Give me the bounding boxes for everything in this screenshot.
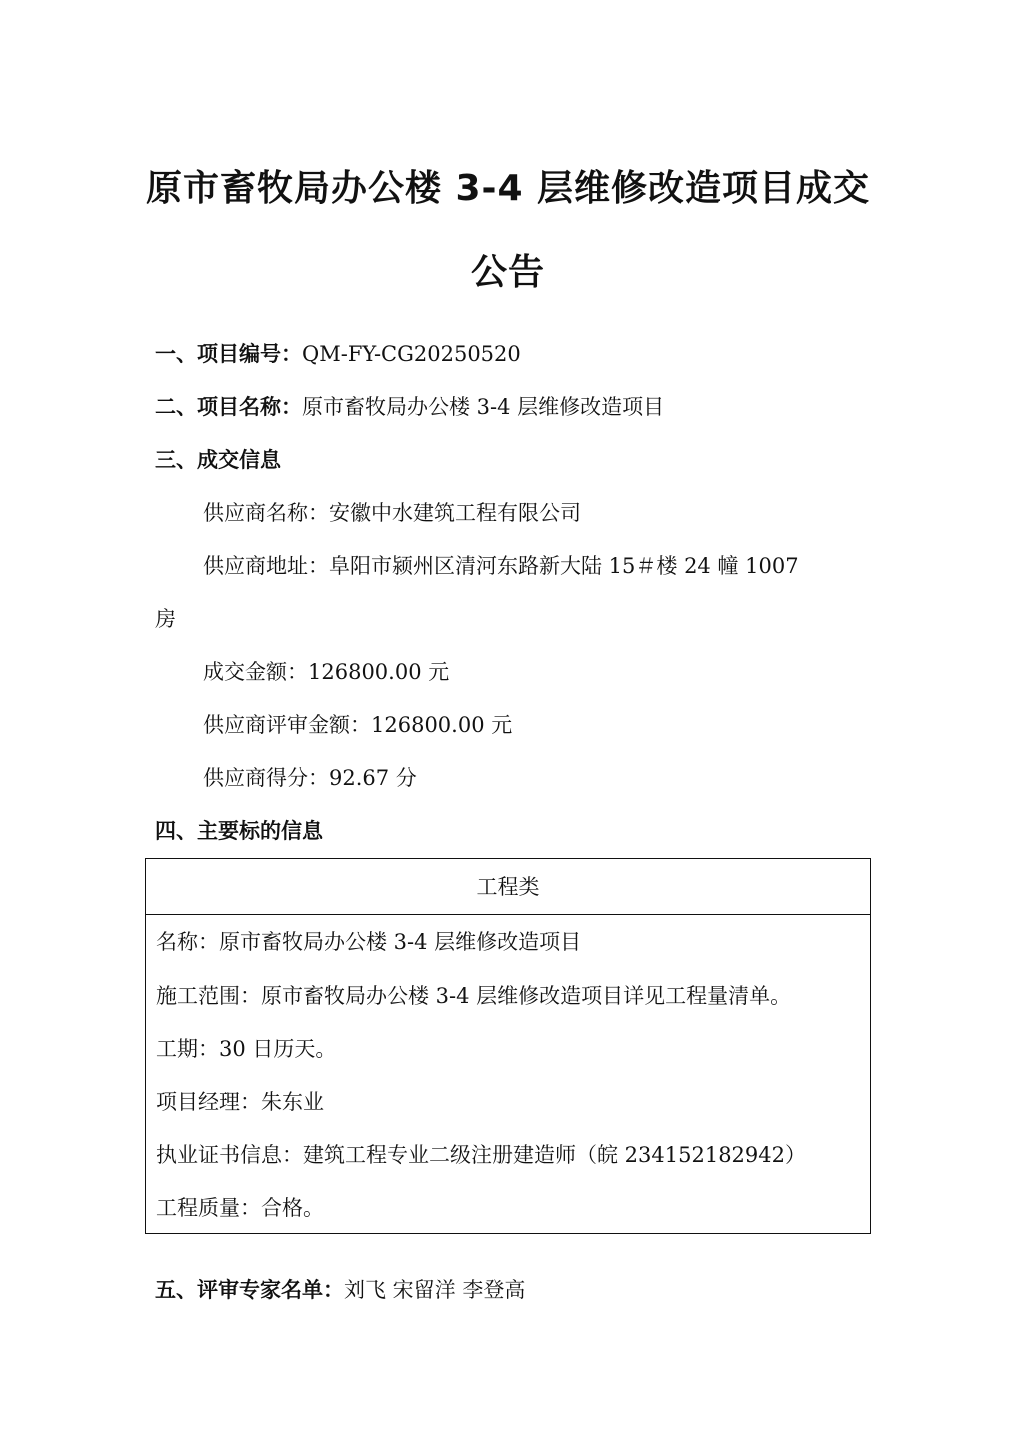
- review-amount: 供应商评审金额：126800.00 元: [203, 713, 513, 737]
- subject-info-table: [145, 858, 871, 1234]
- subject-info-heading: 四、主要标的信息: [155, 819, 323, 843]
- table-row: 项目经理：朱东业: [156, 1090, 324, 1114]
- page-title-line-2: 公告: [470, 252, 545, 293]
- supplier-address-line-2: 房: [155, 607, 176, 631]
- table-header: 工程类: [146, 859, 870, 915]
- supplier-score: 供应商得分：92.67 分: [203, 766, 417, 790]
- table-row: 名称：原市畜牧局办公楼 3-4 层维修改造项目: [156, 930, 582, 954]
- project-name-row: [155, 392, 664, 422]
- project-name-value: 原市畜牧局办公楼 3-4 层维修改造项目: [302, 395, 665, 419]
- deal-amount: 成交金额：126800.00 元: [203, 660, 450, 684]
- project-number-row: [155, 339, 521, 369]
- expert-list-value: 刘飞 宋留洋 李登高: [344, 1278, 526, 1302]
- supplier-name: 供应商名称：安徽中水建筑工程有限公司: [203, 501, 581, 525]
- table-row: 工程质量：合格。: [156, 1196, 324, 1220]
- project-number-value: QM-FY-CG20250520: [302, 342, 521, 366]
- page-title-line-1: 原市畜牧局办公楼 3-4 层维修改造项目成交: [145, 168, 871, 209]
- table-row: 工期：30 日历天。: [156, 1037, 337, 1061]
- table-row: 执业证书信息：建筑工程专业二级注册建造师（皖 234152182942）: [156, 1143, 807, 1167]
- project-name-label: 二、项目名称：: [155, 395, 302, 419]
- deal-info-heading: 三、成交信息: [155, 448, 281, 472]
- expert-list-row: [155, 1275, 525, 1305]
- table-row: 施工范围：原市畜牧局办公楼 3-4 层维修改造项目详见工程量清单。: [156, 984, 792, 1008]
- project-number-label: 一、项目编号：: [155, 342, 302, 366]
- expert-list-label: 五、评审专家名单：: [155, 1278, 344, 1302]
- supplier-address-line-1: 供应商地址：阜阳市颍州区清河东路新大陆 15＃楼 24 幢 1007: [203, 554, 799, 578]
